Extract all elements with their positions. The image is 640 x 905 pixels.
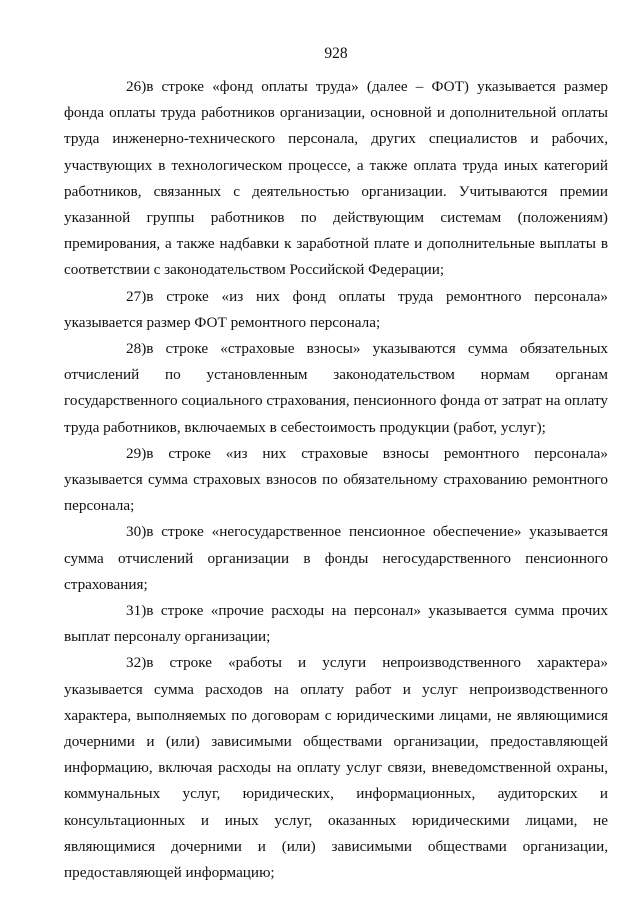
document-body [64,74,608,886]
paragraph-number: 30) [126,523,147,541]
paragraph-28 [64,336,608,441]
paragraph-text: в строке «фонд оплаты труда» (далее – ФОТ) указывается размер фонда оплаты труда работников организации, основной и дополнительной оплаты труда инженерно-технического персонала, других специалистов и рабочих, участвующих в технологическом процессе, а также оплата труда иных категорий работников, связанных с деятельностью организации. Учитываются премии указанной группы работников по действующим системам (положениям) премирования, а также надбавки к заработной плате и дополнительные выплаты в соответствии с законодательством Российской Федерации; [64,78,608,279]
page-number: 928 [324,45,348,62]
paragraph-27 [64,284,608,336]
paragraph-number: 29) [126,444,147,462]
paragraph-number: 26) [126,78,147,95]
paragraph-text: в строке «работы и услуги непроизводственного характера» указывается сумма расходов на оплату работ и услуг непроизводственного характера, выполняемых по договорам с юридическими лицами, не являющимися дочерними и (или) зависимыми обществами организации, предоставляющей информацию, включая расходы на оплату услуг связи, вневедомственной охраны, коммунальных услуг, юридических, информационных, аудиторских и консультационных и иных услуг, оказанных юридическими лицами, не являющимися дочерними и (или) зависимыми обществами организации, предоставляющей информацию; [64,654,608,882]
paragraph-32 [64,650,608,886]
paragraph-text: в строке «негосударственное пенсионное обеспечение» указывается сумма отчислений организации в фонды негосударственного пенсионного страхования; [64,523,608,593]
paragraph-29 [64,441,608,520]
paragraph-text: в строке «из них страховые взносы ремонтного персонала» указывается сумма страховых взносов по обязательному страхованию ремонтного персонала; [64,444,608,515]
paragraph-text: в строке «страховые взносы» указываются сумма обязательных отчислений по установленным законодательством нормам органам государственного социального страхования, пенсионного фонда от затрат на оплату труда работников, включаемых в себестоимость продукции (работ, услуг); [64,340,608,436]
paragraph-text: в строке «прочие расходы на персонал» указывается сумма прочих выплат персоналу организации; [64,602,608,646]
paragraph-number: 28) [126,340,147,358]
paragraph-31 [64,598,608,650]
paragraph-30 [64,519,608,598]
paragraph-number: 31) [126,602,147,620]
paragraph-26 [64,74,608,284]
paragraph-text: в строке «из них фонд оплаты труда ремонтного персонала» указывается размер ФОТ ремонтного персонала; [64,287,608,331]
paragraph-number: 27) [126,287,147,305]
document-page [64,0,608,905]
paragraph-number: 32) [126,654,147,672]
